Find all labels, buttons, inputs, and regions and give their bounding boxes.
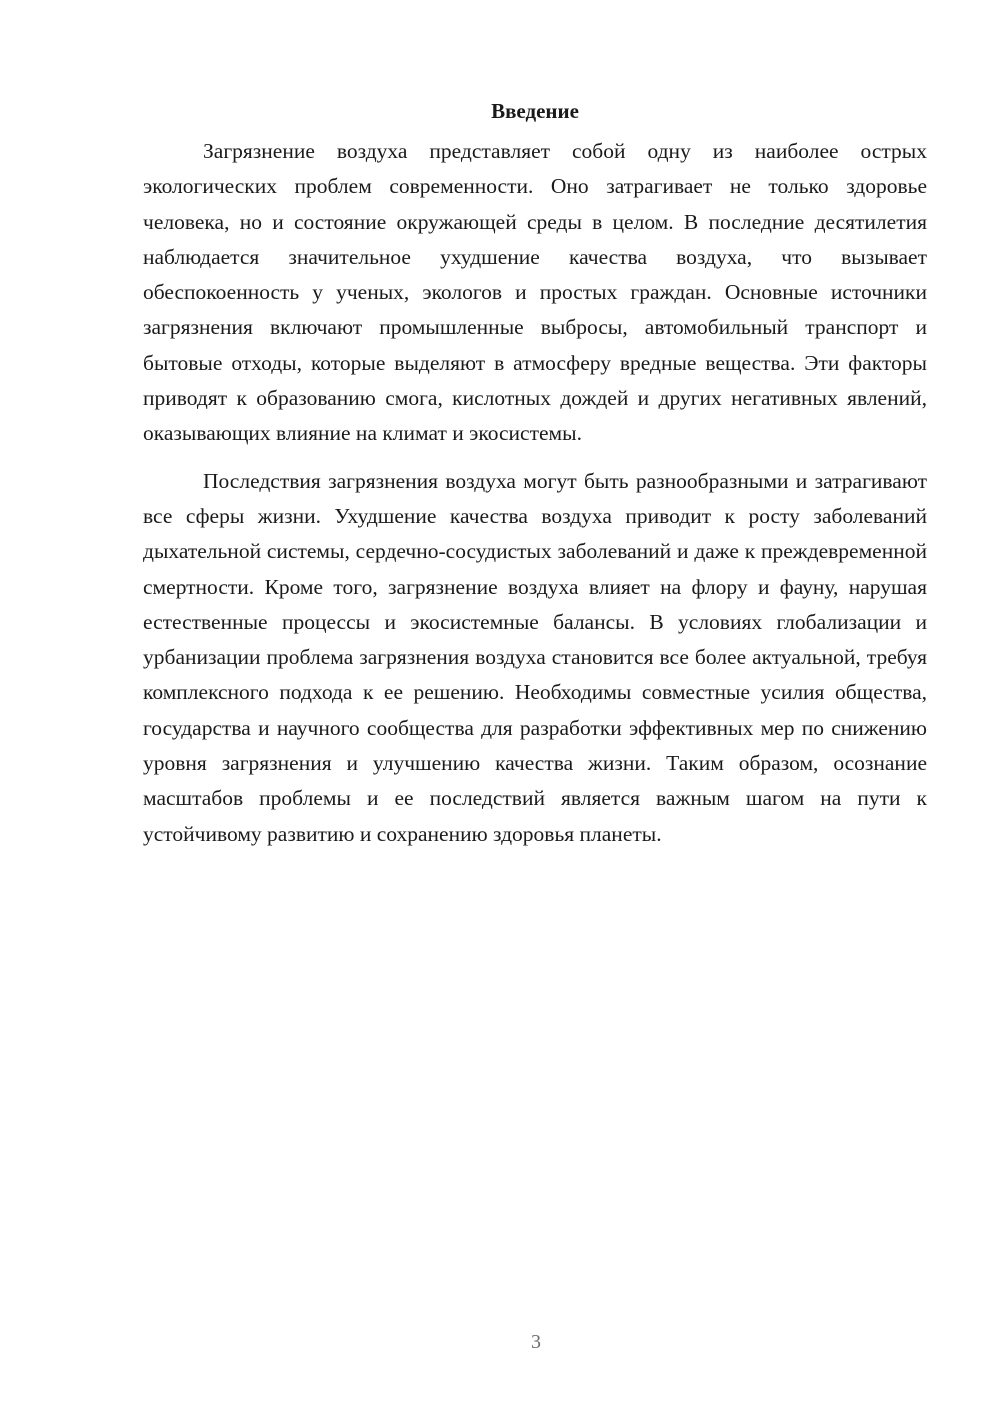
- page-number: 3: [531, 1331, 541, 1353]
- section-heading: Введение: [491, 99, 579, 123]
- paragraph-1: Загрязнение воздуха представляет собой одну из наиболее острых экологических проблем современности. Оно затрагивает не только здоровье человека, но и состояние окружающей среды в целом. В последние десятилетия наблюдается значительное ухудшение качества воздуха, что вызывает обеспокоенность у ученых, экологов и простых граждан. Основные источники загрязнения включают промышленные выбросы, автомобильный транспорт и бытовые отходы, которые выделяют в атмосферу вредные вещества. Эти факторы приводят к образованию смога, кислотных дождей и других негативных явлений, оказывающих влияние на климат и экосистемы.: [143, 139, 927, 446]
- page-content: [143, 88, 927, 852]
- paragraph-2: Последствия загрязнения воздуха могут быть разнообразными и затрагивают все сферы жизни. Ухудшение качества воздуха приводит к росту заболеваний дыхательной системы, сердечно-сосудистых заболеваний и даже к преждевременной смертности. Кроме того, загрязнение воздуха влияет на флору и фауну, нарушая естественные процессы и экосистемные балансы. В условиях глобализации и урбанизации проблема загрязнения воздуха становится все более актуальной, требуя комплексного подхода к ее решению. Необходимы совместные усилия общества, государства и научного сообщества для разработки эффективных мер по снижению уровня загрязнения и улучшению качества жизни. Таким образом, осознание масштабов проблемы и ее последствий является важным шагом на пути к устойчивому развитию и сохранению здоровья планеты.: [143, 468, 927, 846]
